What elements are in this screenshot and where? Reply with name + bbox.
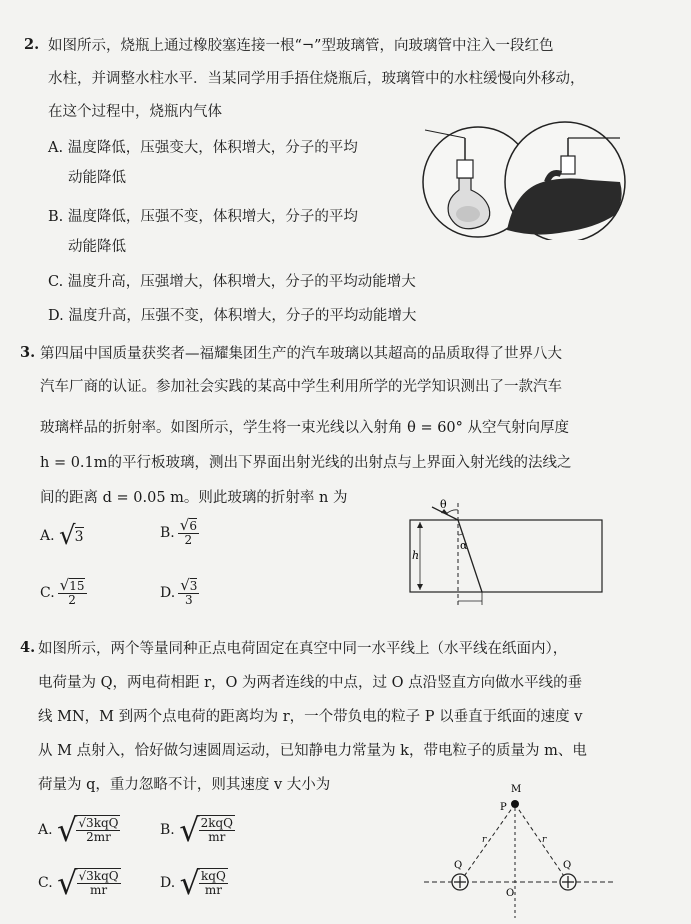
question-text-line: 荷量为 q，重力忽略不计，则其速度 v 大小为 [38, 777, 331, 793]
option-b[interactable]: B. √ $\frac{\text{2kqQ}}{mr}$ [160, 810, 234, 849]
option-d[interactable]: D. 温度升高，压强不变，体积增大，分子的平均动能增大 [48, 308, 417, 324]
q-right-label: Q [563, 860, 572, 871]
question-text-line: 线 MN，M 到两个点电荷的距离均为 r，一个带负电的粒子 P 以垂直于纸面的速度 v [38, 709, 583, 725]
option-d[interactable]: D. √ 3 3 [160, 576, 198, 607]
option-b-continued: 动能降低 [68, 239, 126, 255]
question-number: 2. [24, 36, 40, 53]
m-label: M [511, 784, 522, 795]
question-number: 4. [20, 639, 36, 656]
question-text-line: 水柱，并调整水柱水平．当某同学用手捂住烧瓶后，玻璃管中的水柱缓慢向外移动， [48, 71, 585, 87]
h-label: h [412, 549, 420, 562]
question-text-line: 玻璃样品的折射率。如图所示，学生将一束光线以入射角 θ = 60° 从空气射向厚度 [40, 420, 570, 436]
charges-figure [420, 780, 620, 920]
glass-plate-figure [400, 495, 610, 615]
question-text-line: 如图所示，两个等量同种正点电荷固定在真空中同一水平线上（水平线在纸面内）， [38, 641, 568, 657]
question-number: 3. [20, 344, 36, 361]
question-text-line: 在这个过程中，烧瓶内气体 [48, 104, 222, 120]
option-b[interactable]: B. √ 6 2 [160, 516, 197, 547]
alpha-label: α [460, 539, 468, 552]
question-text-line: 间的距离 d = 0.05 m。则此玻璃的折射率 n 为 [40, 490, 348, 506]
option-c[interactable]: C. √ 15 2 [40, 576, 85, 607]
question-text-line: h = 0.1m的平行板玻璃，测出下界面出射光线的出射点与上界面入射光线的法线之 [40, 455, 572, 471]
option-c[interactable]: C. 温度升高，压强增大，体积增大，分子的平均动能增大 [48, 274, 416, 290]
question-text-line: 汽车厂商的认证。参加社会实践的某高中学生利用所学的光学知识测出了一款汽车 [40, 379, 562, 395]
option-b[interactable]: B. 温度降低，压强不变，体积增大，分子的平均 [48, 209, 358, 225]
flask-figure [415, 120, 630, 240]
o-label: O [506, 888, 515, 899]
option-a[interactable]: A. 温度降低，压强变大，体积增大，分子的平均 [48, 140, 358, 156]
option-a[interactable]: A. √ $\frac{\text{√3kqQ}}{2mr}$ [38, 810, 119, 849]
r-right-label: r [542, 835, 547, 845]
theta-label: θ [440, 498, 447, 511]
option-c[interactable]: C. √ $\frac{\text{√3kqQ}}{mr}$ [38, 863, 119, 902]
option-a-continued: 动能降低 [68, 170, 126, 186]
question-text-line: 如图所示，烧瓶上通过橡胶塞连接一根“¬”型玻璃管，向玻璃管中注入一段红色 [48, 38, 554, 54]
r-left-label: r [482, 835, 487, 845]
question-text-line: 电荷量为 Q，两电荷相距 r，O 为两者连线的中点，过 O 点沿竖直方向做水平线的垂 [38, 675, 583, 691]
q-left-label: Q [454, 860, 463, 871]
p-label: P [500, 802, 507, 813]
option-a[interactable]: A. √ 3 [40, 521, 84, 551]
option-d[interactable]: D. √ $\frac{\text{kqQ}}{mr}$ [160, 863, 226, 902]
question-text-line: 第四届中国质量获奖者—福耀集团生产的汽车玻璃以其超高的品质取得了世界八大 [40, 346, 562, 362]
question-text-line: 从 M 点射入，恰好做匀速圆周运动，已知静电力常量为 k，带电粒子的质量为 m、电 [38, 743, 587, 759]
